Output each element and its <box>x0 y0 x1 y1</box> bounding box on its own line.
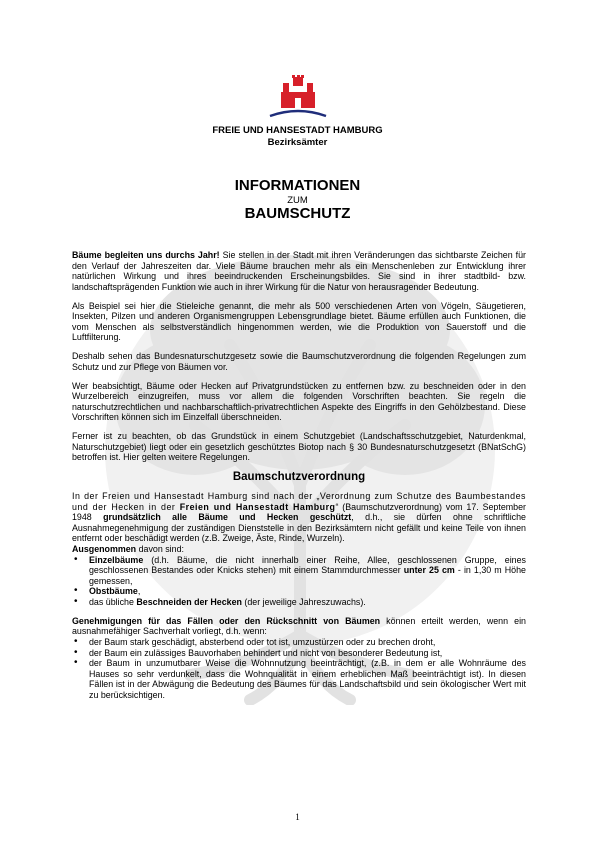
conditions-list <box>72 637 526 701</box>
list-item <box>72 586 526 597</box>
list-item: • der Baum stark geschädigt, absterbend oder tot ist, umzustürzen oder zu brechen droht, <box>72 637 526 648</box>
item1-bold: Einzelbäume <box>89 554 144 565</box>
permits-bold: Genehmigungen für das Fällen oder den Rückschnitt von Bäumen <box>72 615 381 626</box>
list-item: • der Baum in unzumutbarer Weise die Wohnnutzung beeinträchtigt, (z.B. in dem er alle Wohnräume des Hauses so sehr verdunkelt, dass die Wohnqualität in einem erheblichen Maß beeinträchtigt ist). In diesen Fällen ist in der Abwägung die Bedeutung des Baumes für das Landschaftsbild und sein ökologischer Wert mit zu berücksichtigen. <box>72 658 526 700</box>
section-text-b: Freien und Hansestadt Hamburg <box>179 501 336 512</box>
item3-text-a: das übliche <box>89 596 137 607</box>
document-body <box>72 250 526 701</box>
section-heading: Baumschutzverordnung <box>232 471 366 484</box>
section-paragraph-1 <box>72 491 526 544</box>
item1-bold2: unter 25 cm <box>403 565 455 576</box>
intro-paragraph-5: Ferner ist zu beachten, ob das Grundstück in einem Schutzgebiet (Landschaftsschutzgebiet, Naturdenkmal, Naturschutzgebiet) liegt oder ein gesetzlich geschütztes Biotop nach § 30 Bundesnaturschutzgesetzt (BNatSchG) betroffen ist. Hier gelten weitere Regelungen. <box>72 431 526 463</box>
item2-bold: Obstbäume <box>89 586 138 597</box>
exceptions-lead: Ausgenommen <box>72 544 137 554</box>
page-number: 1 <box>295 812 300 822</box>
section-text-e: , d.h., sie dürfen ohne schriftliche Ausnahmegenehmigung der zuständigen Dienststelle in den Bezirksämtern nicht gefällt und keine Teile von ihnen entfernt oder beschädigt werden (z.B. Zweige, Äste, Rinde, Wurzeln). <box>72 512 526 544</box>
section-paragraph-2 <box>72 616 526 637</box>
org-name: FREIE UND HANSESTADT HAMBURG <box>212 125 383 136</box>
intro-lead: Bäume begleiten uns durchs Jahr! <box>72 250 220 260</box>
item1-text-b: - in 1,30 m Höhe gemessen, <box>89 565 526 586</box>
list-item <box>72 555 526 587</box>
title-line-3: BAUMSCHUTZ <box>244 205 351 222</box>
list-item <box>72 597 526 608</box>
exceptions-rest: davon sind: <box>136 544 184 554</box>
intro-paragraph-2: Als Beispiel sei hier die Stieleiche genannt, die mehr als 500 verschiedenen Arten von Vögeln, Säugetieren, Insekten, Pilzen und anderen Organismengruppen Lebensgrundlage bietet. Bäume erfüllen auch Funktionen, die vom Menschen als selbstverständlich hingenommen werden, wie die Produktion von Sauerstoff und die Luftfilterung. <box>72 300 526 343</box>
intro-text-1: Sie stellen in der Stadt mit ihren Veränderungen das sichtbarste Zeichen für den Verlauf der Jahreszeiten dar. Viele Bäume brauchen mehr als ein Menschenleben zur Entwicklung ihrer natürlichen Wirkung und ihres beeindruckenden Erscheinungsbildes. Sie sind in ihrer stadtbild- bzw. landschaftsprägenden Funktion wie auch in ihrer Wirkung für die Natur von herausragender Bedeutung. <box>72 250 526 292</box>
section-text-d: grundsätzlich alle Bäume und Hecken geschützt <box>103 512 352 523</box>
item3-text-b: (der jeweilige Jahreszuwachs). <box>241 596 366 607</box>
item1-text-a: (d.h. Bäume, die nicht innerhalb einer Reihe, Allee, geschlossenen Gruppe, eines geschlossenen Bestandes oder Knicks stehen) mit einem Stammdurchmesser <box>89 554 526 576</box>
title-line-1: INFORMATIONEN <box>234 177 361 194</box>
intro-paragraph-1 <box>72 250 526 292</box>
title-line-2: ZUM <box>287 195 308 206</box>
exceptions-label <box>72 544 526 555</box>
list-item: • der Baum ein zulässiges Bauvorhaben behindert und nicht von besonderer Bedeutung ist, <box>72 648 526 659</box>
hamburg-coat-of-arms-logo <box>268 74 328 124</box>
section-text-c: “ (Baumschutzverordnung) vom 17. September 1948 <box>72 501 526 523</box>
item3-bold: Beschneiden der Hecken <box>136 596 242 607</box>
org-subtitle: Bezirksämter <box>267 137 328 148</box>
intro-paragraph-4: Wer beabsichtigt, Bäume oder Hecken auf Privatgrundstücken zu entfernen bzw. zu beschneiden oder in den Wurzelbereich einzugreifen, muss vor allem die folgenden Vorschriften beachten. Sie regeln die naturschutzrechtlichen und nachbarschaftlich-privatrechtlichen Aspekte des Eingriffs in den Gehölzbestand. Diese Vorschriften können sich im Einzelfall überschneiden. <box>72 380 526 423</box>
section-text-a: In der Freien und Hansestadt Hamburg sind nach der „Verordnung zum Schutze des Baumbestandes und der Hecken in der <box>72 491 526 512</box>
permits-rest: können erteilt werden, wenn ein ausnahmefähiger Sachverhalt vorliegt, d.h. wenn: <box>72 615 526 637</box>
organization-header <box>0 125 595 149</box>
exceptions-list <box>72 555 526 608</box>
intro-paragraph-3: Deshalb sehen das Bundesnaturschutzgesetz sowie die Baumschutzverordnung die folgenden Regelungen zum Schutz und zur Pflege von Bäumen vor. <box>72 351 526 372</box>
item2-rest: , <box>137 586 141 597</box>
